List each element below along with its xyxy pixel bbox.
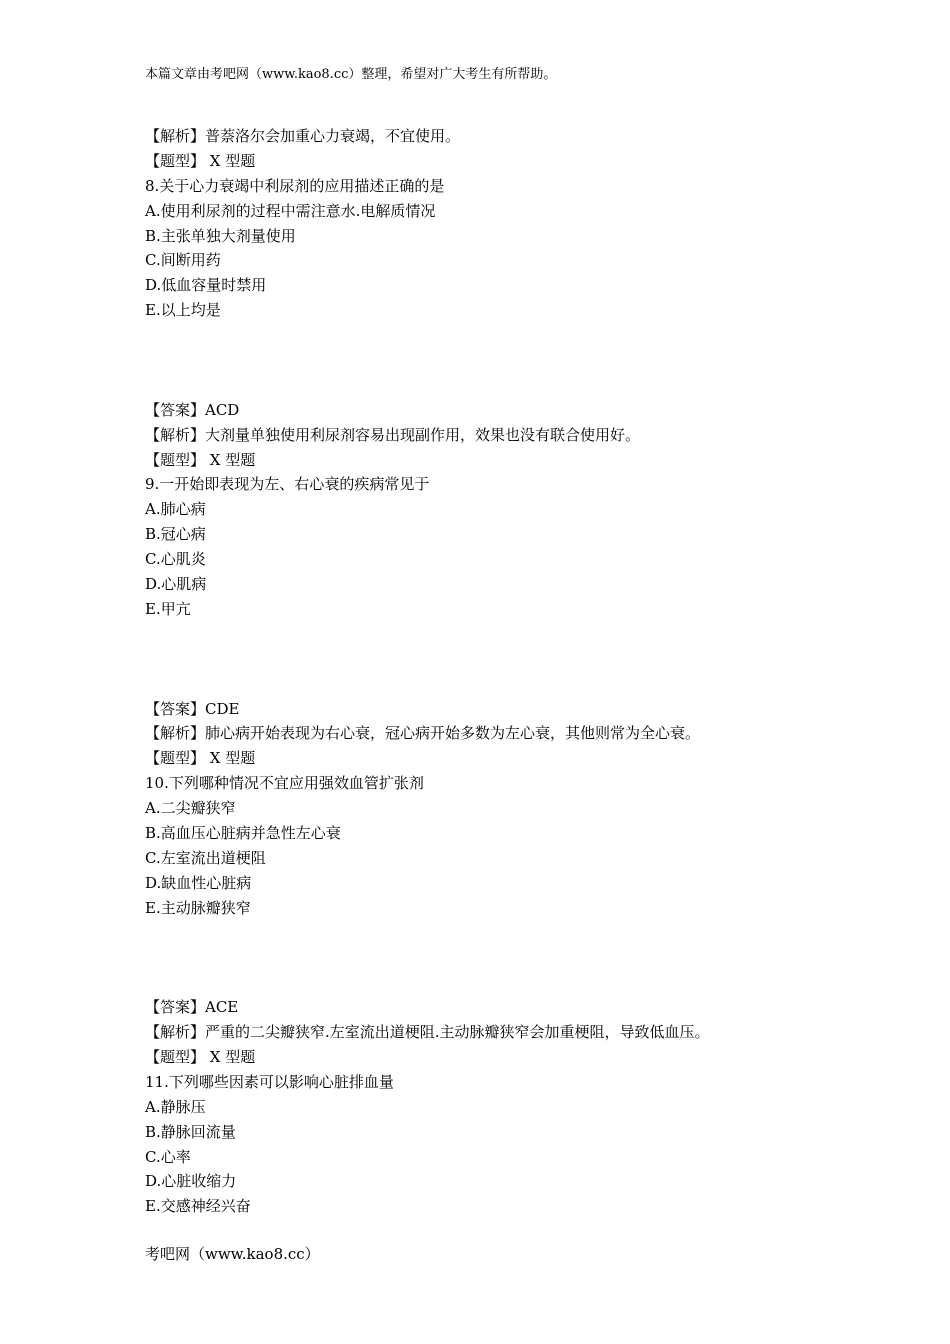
- explanation-line: 【解析】严重的二尖瓣狭窄.左室流出道梗阻.主动脉瓣狭窄会加重梗阻，导致低血压。: [145, 1023, 710, 1042]
- option-d: D.心肌病: [145, 575, 207, 594]
- question-stem: 8.关于心力衰竭中利尿剂的应用描述正确的是: [145, 176, 445, 195]
- spacer: [145, 921, 865, 996]
- question-type-line: 【题型】 X 型题: [145, 151, 256, 170]
- question-type-line: 【题型】 X 型题: [145, 450, 256, 469]
- question-stem: 10.下列哪种情况不宜应用强效血管扩张剂: [145, 774, 424, 793]
- answer-line: 【答案】ACD: [145, 400, 240, 419]
- question-type-line: 【题型】 X 型题: [145, 749, 256, 768]
- question-block-10: [145, 697, 865, 921]
- option-e: E.交感神经兴奋: [145, 1197, 251, 1216]
- option-c: C.左室流出道梗阻: [145, 848, 266, 867]
- explanation-line: 【解析】大剂量单独使用利尿剂容易出现副作用，效果也没有联合使用好。: [145, 425, 641, 444]
- option-c: C.心率: [145, 1147, 191, 1166]
- option-e: E.甲亢: [145, 599, 191, 618]
- option-b: B.主张单独大剂量使用: [145, 226, 296, 245]
- explanation-line: 【解析】肺心病开始表现为右心衰，冠心病开始多数为左心衰，其他则常为全心衰。: [145, 724, 701, 743]
- option-c: C.心肌炎: [145, 550, 206, 569]
- option-b: B.高血压心脏病并急性左心衰: [145, 823, 341, 842]
- option-d: D.缺血性心脏病: [145, 873, 252, 892]
- source-footer: 考吧网（www.kao8.cc）: [145, 1245, 320, 1263]
- option-a: A.静脉压: [145, 1097, 206, 1116]
- question-block-8: [145, 124, 865, 323]
- option-a: A.二尖瓣狭窄: [145, 799, 236, 818]
- question-stem: 9.一开始即表现为左、右心衰的疾病常见于: [145, 475, 430, 494]
- option-a: A.使用利尿剂的过程中需注意水.电解质情况: [145, 201, 436, 220]
- option-d: D.低血容量时禁用: [145, 276, 267, 295]
- option-e: E.主动脉瓣狭窄: [145, 898, 251, 917]
- spacer: [145, 622, 865, 697]
- answer-line: 【答案】CDE: [145, 699, 240, 718]
- option-d: D.心脏收缩力: [145, 1172, 237, 1191]
- option-c: C.间断用药: [145, 251, 221, 270]
- option-e: E.以上均是: [145, 301, 221, 320]
- document-body: [145, 124, 865, 1219]
- option-a: A.肺心病: [145, 500, 206, 519]
- option-b: B.冠心病: [145, 525, 206, 544]
- source-header-note: 本篇文章由考吧网（www.kao8.cc）整理，希望对广大考生有所帮助。: [145, 67, 557, 82]
- option-b: B.静脉回流量: [145, 1122, 236, 1141]
- question-stem: 11.下列哪些因素可以影响心脏排血量: [145, 1072, 394, 1091]
- question-block-11: [145, 995, 865, 1219]
- answer-line: 【答案】ACE: [145, 998, 239, 1017]
- question-block-9: [145, 398, 865, 622]
- explanation-line: 【解析】普萘洛尔会加重心力衰竭，不宜使用。: [145, 127, 461, 145]
- question-type-line: 【题型】 X 型题: [145, 1048, 256, 1066]
- spacer: [145, 323, 865, 398]
